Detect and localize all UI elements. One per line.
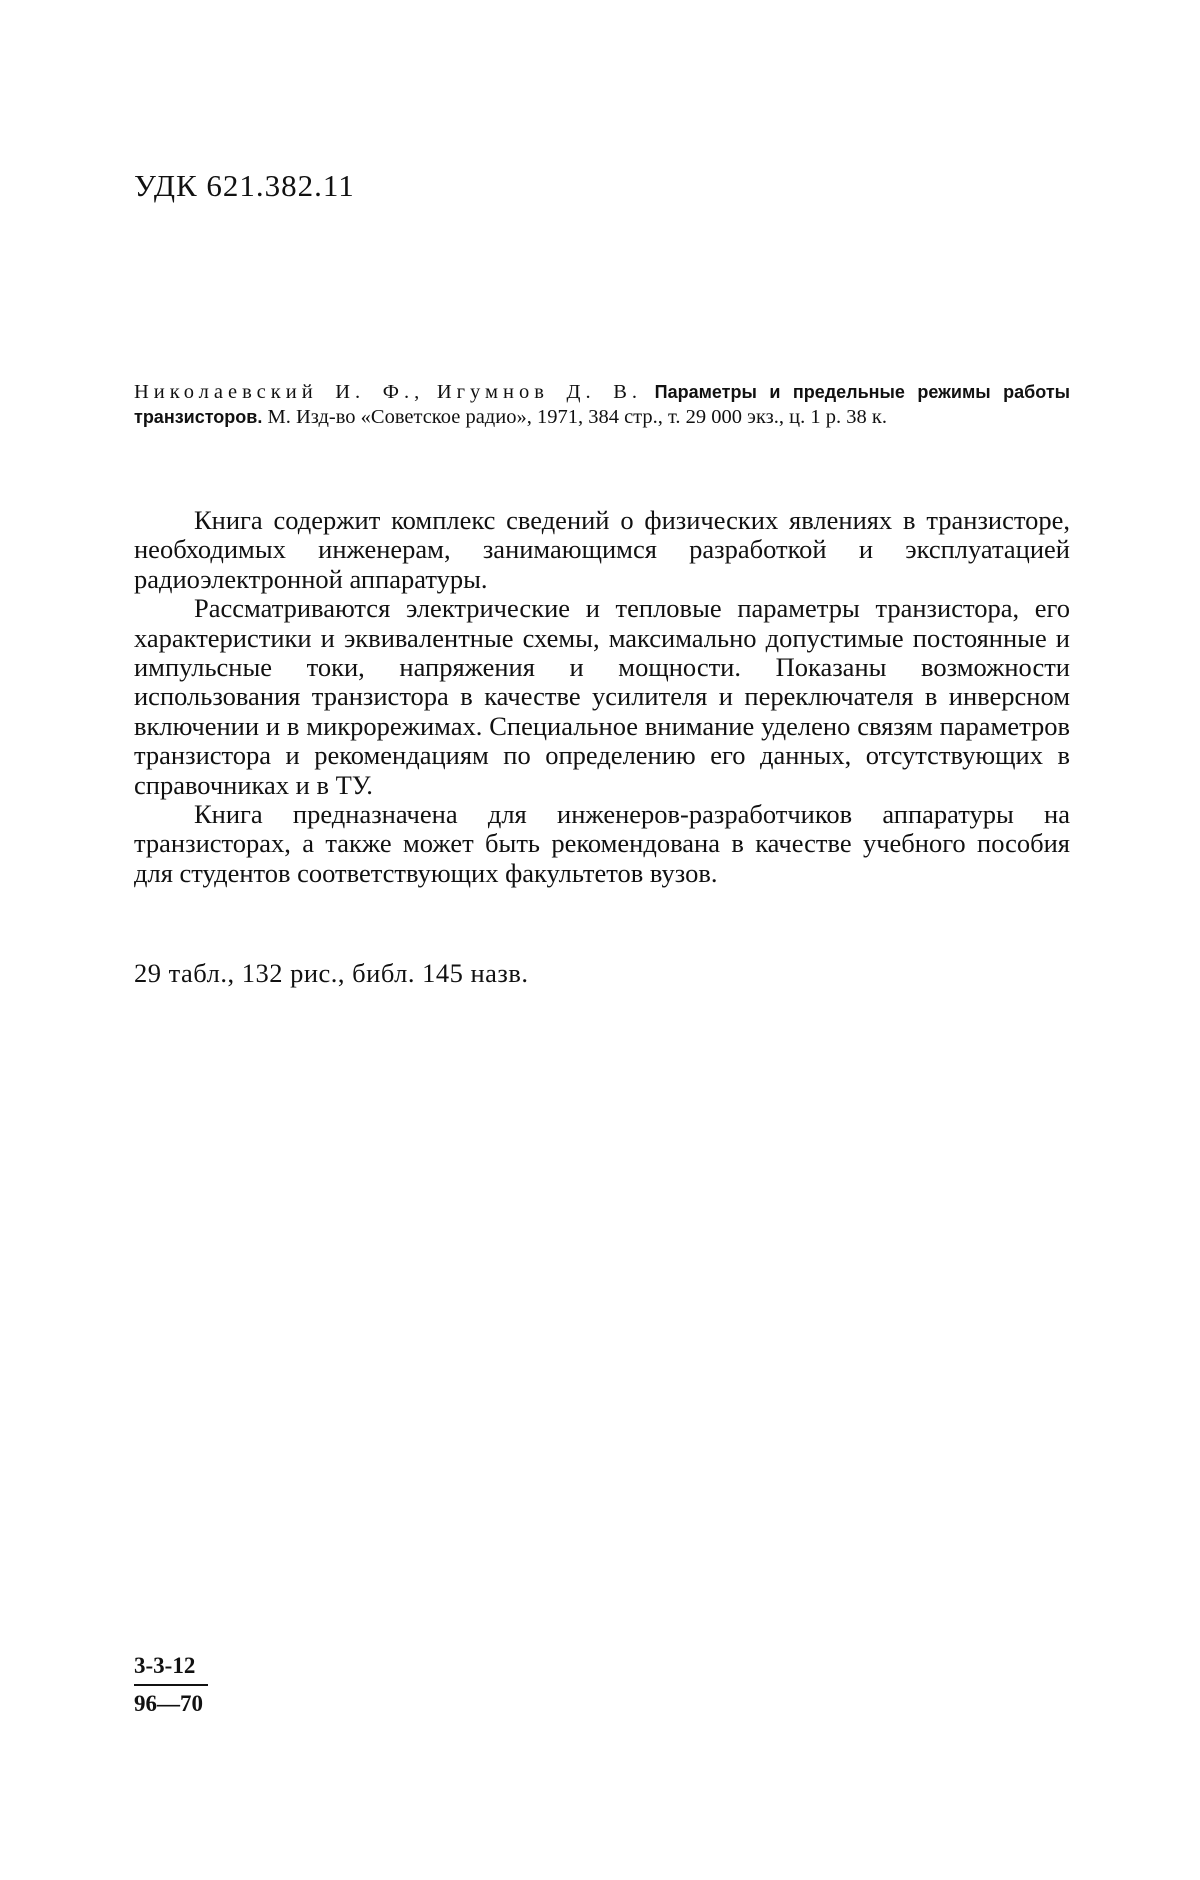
- catalog-code-divider: [134, 1684, 208, 1686]
- author-1: Николаевский И. Ф.,: [134, 381, 425, 403]
- catalog-code-numerator: 3-3-12: [134, 1653, 196, 1678]
- book-title: Параметры и предельные режимы работы транзисторов.: [134, 382, 1071, 427]
- abstract-paragraph-2: Рассматриваются электрические и тепловые параметры транзистора, его характеристики и эквивалентные схемы, максимально допустимые постоянные и импульсные токи, напряжения и мощности. Показаны возможности использования транзистора в качестве усилителя и переключателя в инверсном включении и в микрорежимах. Специальное внимание уделено связям параметров транзистора и рекомендациям по определению его данных, отсутствующих в справочниках и в ТУ.: [134, 593, 1070, 800]
- author-2: Игумнов Д. В.: [436, 381, 643, 403]
- abstract: [134, 506, 1070, 888]
- book-statistics: 29 табл., 132 рис., библ. 145 назв.: [134, 958, 529, 988]
- bibliographic-citation: [134, 380, 1070, 430]
- abstract-paragraph-1: Книга содержит комплекс сведений о физических явлениях в транзисторе, необходимых инженерам, занимающимся разработкой и эксплуатацией радиоэлектронной аппаратуры.: [134, 505, 1070, 594]
- abstract-paragraph-3: Книга предназначена для инженеров-разработчиков аппаратуры на транзисторах, а также может быть рекомендована в качестве учебного пособия для студентов соответствующих факультетов вузов.: [134, 799, 1070, 888]
- catalog-code-denominator: 96—70: [134, 1691, 203, 1716]
- publisher-info: М. Изд-во «Советское радио», 1971, 384 стр., т. 29 000 экз., ц. 1 р. 38 к.: [267, 406, 887, 428]
- udc-code: УДК 621.382.11: [134, 168, 355, 203]
